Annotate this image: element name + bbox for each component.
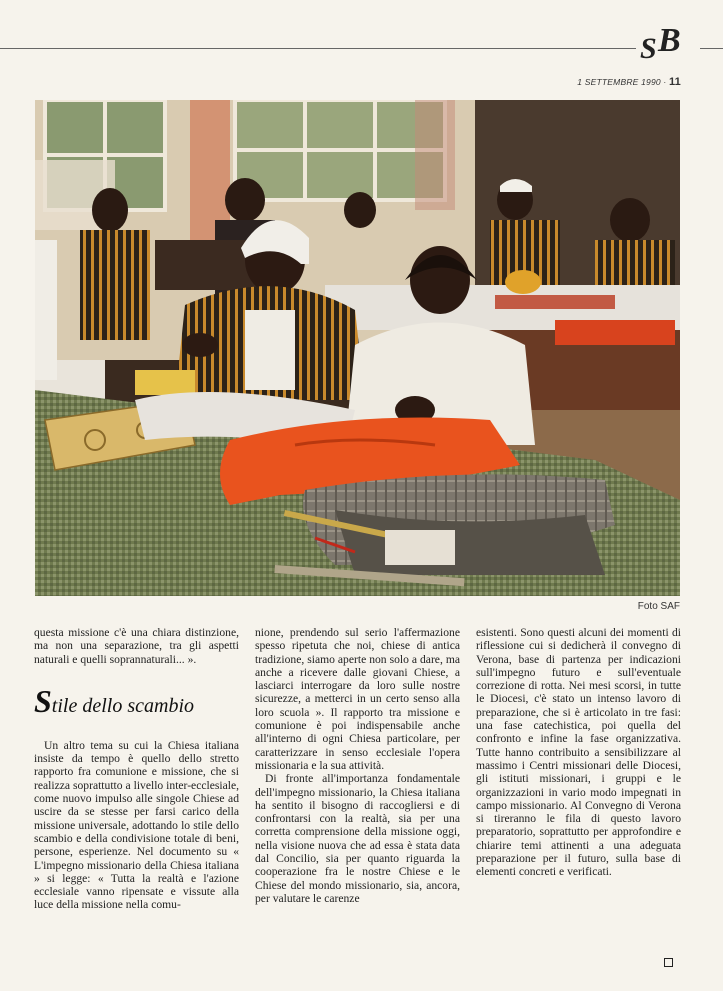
classroom-photo-illustration — [35, 100, 680, 596]
photo-credit: Foto SAF — [637, 601, 680, 612]
column-2-paragraph-1: nione, prendendo sul serio l'affermazione spesso ripetuta che noi, chiese di antica tradizione, siamo aperte non solo a dare, ma anche a ricevere dalle giovani Chiese, a lasciarci interrogare da loro sulle nostre sicurezze, a metterci in un certo senso alla loro scuola ». Il rapporto tra missione e comunione è poi indispensabile anche all'interno di ogni Chiesa particolare, per caratterizzare in senso ecclesiale l'opera missionaria e la sua attività. — [255, 626, 460, 772]
article-column-2 — [255, 626, 460, 905]
page-number: 11 — [668, 76, 681, 88]
subheading-initial: S — [34, 682, 52, 719]
logo-letter-b: B — [658, 22, 681, 59]
column-1-intro: questa missione c'è una chiara distinzione, ma non una separazione, tra gli aspetti naturali e quelli soprannaturali... ». — [34, 626, 239, 666]
subheading-text: tile dello scambio — [51, 694, 194, 717]
column-3-paragraph: esistenti. Sono questi alcuni dei momenti di riflessione cui si dedicherà il convegno di Verona, base di partenza per indicazioni sull'impegno futuro e sull'eventuale correzione di rotta. Nei mesi scorsi, in tutte le Diocesi, c'è stato un intenso lavoro di preparazione, che si è articolato in tre fasi: una fase catechistica, poi quella del confronto e infine la fase organizzativa. Tutte hanno contribuito a sensibilizzare al massimo i Centri missionari delle Diocesi, gli istituti missionari, i gruppi e le organizzazioni in vario modo impegnati in campo missionario. Al Convegno di Verona si tireranno le fila di questo lavoro preparatorio, soprattutto per approfondire e chiarire temi attinenti a una adeguata preparazione per il futuro, sulla base di elementi concreti e verificati. — [476, 626, 681, 879]
header-rule — [0, 48, 723, 49]
logo-letter-s: S — [640, 32, 657, 65]
section-subheading — [34, 682, 239, 719]
classroom-photo — [35, 100, 680, 596]
column-1-paragraph: Un altro tema su cui la Chiesa italiana insiste da tempo è quello dello stretto rapporto fra comunione e missione, che si realizza soprattutto a livello inter-ecclesiale, come nuovo impulso alle singole Chiese ad uscire da se stesse per farsi carico della missione universale, adottando lo stile dello scambio e della condivisione totale di beni, persone, esperienze. Nel documento su « L'impegno missionario della Chiesa italiana » si legge: « Tutta la realtà e l'azione ecclesiale vanno ripensate e vissute alla luce della missione nella comu- — [34, 738, 239, 912]
article-column-3 — [476, 626, 681, 879]
end-of-article-mark — [664, 958, 673, 967]
issue-date: 1 SETTEMBRE 1990 · — [577, 77, 669, 87]
article-column-1 — [34, 626, 239, 912]
dateline — [577, 76, 681, 88]
magazine-logo — [636, 22, 700, 65]
column-2-paragraph-2: Di fronte all'importanza fondamentale dell'impegno missionario, la Chiesa italiana ha sentito il bisogno di raccogliersi e di confrontarsi con la realtà, sia per una corretta comprensione della missione oggi, nella visione nuova che ad essa è stata data dal Concilio, sia per quanto riguarda la cooperazione fra le nostre Chiese e le Chiese del mondo missionario, sia, ancora, per valutare le carenze — [255, 772, 460, 905]
